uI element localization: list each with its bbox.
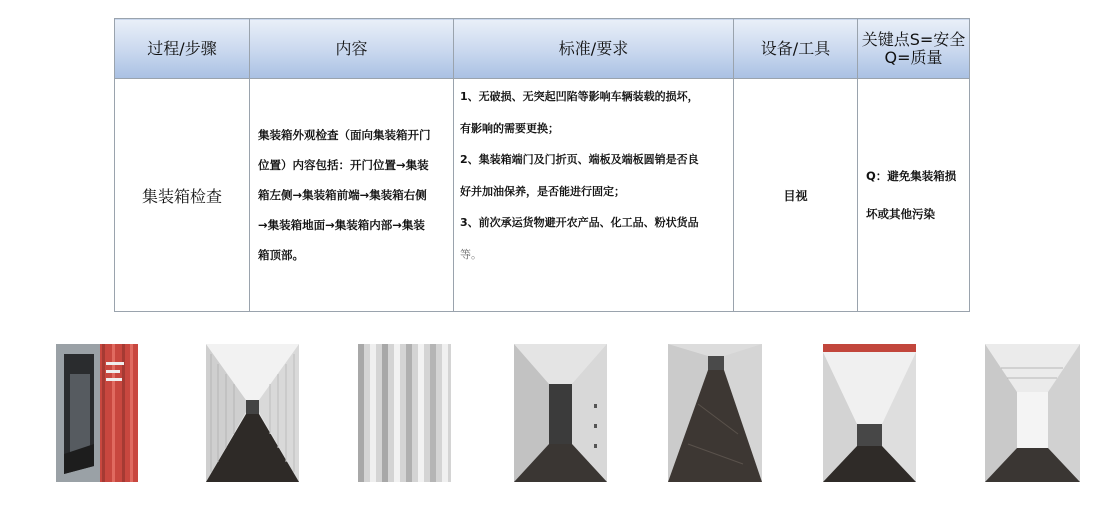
container-photo-image	[56, 344, 138, 482]
standard-line: 有影响的需要更换；	[460, 121, 559, 135]
step-cell: 集装箱检查	[115, 79, 250, 312]
keypoint-cell	[858, 79, 970, 312]
process-table	[114, 18, 970, 312]
content-line: →集装箱地面→集装箱内部→集装	[258, 218, 425, 232]
container-photo-image	[823, 344, 916, 482]
container-photo-image	[668, 344, 762, 482]
content-line: 箱左侧→集装箱前端→集装箱右侧	[258, 188, 427, 202]
standard-line: 等。	[460, 247, 482, 261]
header-content: 内容	[250, 19, 454, 79]
container-photo-door-open	[56, 344, 138, 482]
container-photo-floor	[668, 344, 762, 482]
standard-line: 2、集装箱端门及门折页、端板及端板圆销是否良	[460, 153, 699, 166]
standard-line: 3、前次承运货物避开农产品、化工品、粉状货品	[460, 216, 699, 229]
header-row	[115, 19, 970, 79]
container-photo-interior-1	[206, 344, 299, 482]
container-photo-image	[206, 344, 299, 482]
keypoint-line: 坏或其他污染	[866, 207, 935, 221]
table-row	[115, 79, 970, 312]
standard-line: 1、无破损、无突起凹陷等影响车辆装载的损坏，	[460, 90, 699, 103]
keypoint-line: Q：避免集装箱损	[866, 169, 957, 183]
container-photo-image	[514, 344, 607, 482]
content-cell	[250, 79, 454, 312]
container-photo-end-wall	[985, 344, 1080, 482]
header-tool: 设备/工具	[734, 19, 858, 79]
content-line: 集装箱外观检查（面向集装箱开门	[258, 128, 431, 142]
container-photo-left-wall	[358, 344, 451, 482]
container-photo-interior-2	[514, 344, 607, 482]
container-photo-roof	[823, 344, 916, 482]
header-keypoint-line2: Q=质量	[884, 47, 943, 67]
header-standard: 标准/要求	[454, 19, 734, 79]
header-keypoint	[858, 19, 970, 79]
content-line: 位置）内容包括：开门位置→集装	[258, 158, 429, 172]
header-keypoint-line1: 关键点S=安全	[861, 29, 966, 49]
standard-cell	[454, 79, 734, 312]
container-photo-image	[358, 344, 451, 482]
standard-line: 好并加油保养，是否能进行固定；	[460, 184, 625, 198]
header-step: 过程/步骤	[115, 19, 250, 79]
tool-cell: 目视	[734, 79, 858, 312]
content-line: 箱顶部。	[258, 248, 304, 262]
container-photo-image	[985, 344, 1080, 482]
